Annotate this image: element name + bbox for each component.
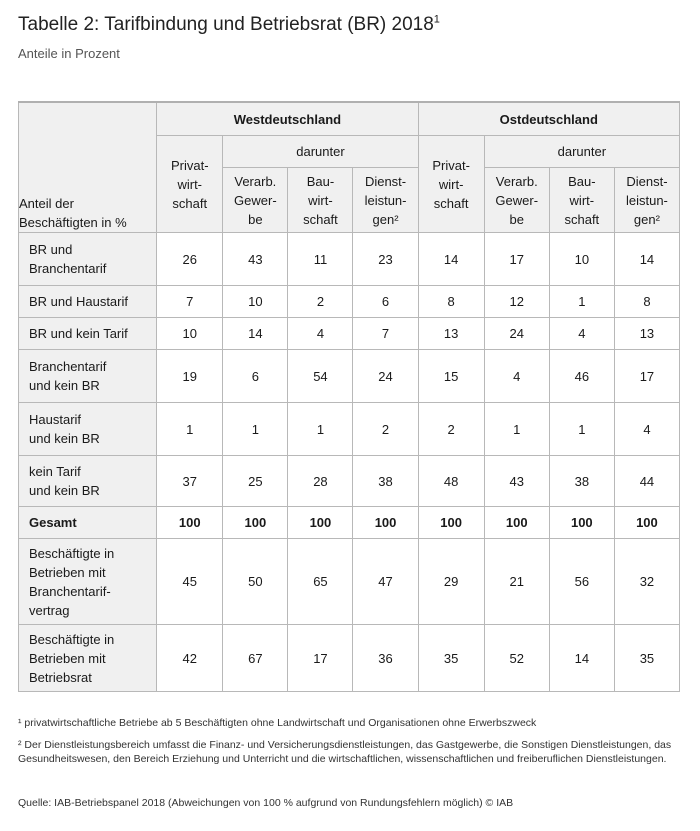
table-cell: 10 [549,233,614,286]
col-header-east-bau: Bau- wirt- schaft [549,168,614,233]
table-subtitle: Anteile in Prozent [18,46,120,61]
table-row [19,318,680,350]
table-cell: 10 [223,286,288,318]
darunter-east: darunter [484,136,679,168]
table-row [19,233,680,286]
table-cell: 100 [614,507,679,539]
group-header-west: Westdeutschland [157,102,418,136]
group-header-east: Ostdeutschland [418,102,679,136]
table-cell: 19 [157,350,223,403]
row-label: BR und Branchentarif [19,233,157,286]
table-cell: 47 [353,539,418,625]
table-cell: 17 [288,625,353,692]
table-row [19,456,680,507]
table-cell: 43 [484,456,549,507]
table-cell: 100 [157,507,223,539]
table-cell: 44 [614,456,679,507]
table-cell: 24 [484,318,549,350]
table-cell: 14 [418,233,484,286]
table-cell: 100 [484,507,549,539]
table-cell: 25 [223,456,288,507]
table-cell: 14 [614,233,679,286]
table-cell: 2 [418,403,484,456]
table-cell: 1 [157,403,223,456]
table-cell: 12 [484,286,549,318]
row-label: Beschäftigte in Betrieben mit Betriebsrat [19,625,157,692]
table-cell: 67 [223,625,288,692]
table-body [19,233,680,692]
col-header-east-verarb: Verarb. Gewer- be [484,168,549,233]
table-cell: 1 [549,403,614,456]
table-cell: 38 [549,456,614,507]
col-header-west-bau: Bau- wirt- schaft [288,168,353,233]
table-cell: 43 [223,233,288,286]
table-cell: 100 [223,507,288,539]
title-footnote-marker: 1 [433,13,440,26]
table-cell: 15 [418,350,484,403]
table-cell: 23 [353,233,418,286]
table-cell: 14 [549,625,614,692]
table-cell: 32 [614,539,679,625]
table-cell: 1 [288,403,353,456]
col-header-east-privat: Privat- wirt- schaft [418,136,484,233]
table-row [19,539,680,625]
table-cell: 8 [418,286,484,318]
table-cell: 2 [353,403,418,456]
row-label: Haustarif und kein BR [19,403,157,456]
table-row [19,350,680,403]
table-cell: 26 [157,233,223,286]
table-cell: 46 [549,350,614,403]
table-cell: 42 [157,625,223,692]
table-title [18,14,440,36]
table-cell: 8 [614,286,679,318]
col-header-west-dienst: Dienst- leistun- gen² [353,168,418,233]
table-cell: 38 [353,456,418,507]
data-table [18,101,680,692]
table-cell: 4 [288,318,353,350]
table-cell: 36 [353,625,418,692]
table-row [19,625,680,692]
table-row [19,507,680,539]
table-cell: 4 [484,350,549,403]
table-cell: 10 [157,318,223,350]
table-cell: 100 [288,507,353,539]
row-label: BR und kein Tarif [19,318,157,350]
table-cell: 29 [418,539,484,625]
table-cell: 17 [484,233,549,286]
col-header-east-dienst: Dienst- leistun- gen² [614,168,679,233]
table-cell: 100 [549,507,614,539]
table-cell: 17 [614,350,679,403]
table-cell: 54 [288,350,353,403]
table-cell: 6 [223,350,288,403]
table-title-text: Tabelle 2: Tarifbindung und Betriebsrat (BR) 2018 [18,14,434,35]
row-label: Gesamt [19,507,157,539]
table-cell: 37 [157,456,223,507]
row-label: BR und Haustarif [19,286,157,318]
table-cell: 45 [157,539,223,625]
row-label: Beschäftigte in Betrieben mit Branchentarif- vertrag [19,539,157,625]
table-cell: 14 [223,318,288,350]
row-header-label: Anteil der Beschäftigten in % [19,102,157,233]
table-cell: 48 [418,456,484,507]
row-label: kein Tarif und kein BR [19,456,157,507]
table-cell: 13 [614,318,679,350]
table-row [19,286,680,318]
table-cell: 100 [418,507,484,539]
table-cell: 6 [353,286,418,318]
table-cell: 35 [614,625,679,692]
table-cell: 100 [353,507,418,539]
footnote-1: ¹ privatwirtschaftliche Betriebe ab 5 Beschäftigten ohne Landwirtschaft und Organisationen ohne Erwerbszweck [18,717,537,729]
table-cell: 7 [157,286,223,318]
table-cell: 56 [549,539,614,625]
table-cell: 1 [484,403,549,456]
table-cell: 50 [223,539,288,625]
source-note: Quelle: IAB-Betriebspanel 2018 (Abweichungen von 100 % aufgrund von Rundungsfehlern möglich) © IAB [18,797,514,809]
table-cell: 52 [484,625,549,692]
table-cell: 21 [484,539,549,625]
table-cell: 7 [353,318,418,350]
darunter-west: darunter [223,136,418,168]
table-cell: 65 [288,539,353,625]
table-cell: 2 [288,286,353,318]
table-cell: 1 [549,286,614,318]
table-cell: 13 [418,318,484,350]
table-cell: 24 [353,350,418,403]
table-cell: 4 [614,403,679,456]
row-label: Branchentarif und kein BR [19,350,157,403]
col-header-west-privat: Privat- wirt- schaft [157,136,223,233]
col-header-west-verarb: Verarb. Gewer- be [223,168,288,233]
table-cell: 1 [223,403,288,456]
table-cell: 28 [288,456,353,507]
table-cell: 4 [549,318,614,350]
footnote-2: ² Der Dienstleistungsbereich umfasst die Finanz- und Versicherungsdienstleistungen, das Gastgewerbe, die Sonstigen Dienstleistungen, das Gesundheitswesen, den Bereich Erziehung und Unterricht und die wirtschaftlichen, wissenschaftlichen und freiberuflichen Dienstleistungen. [18,739,672,765]
table-cell: 35 [418,625,484,692]
table-row [19,403,680,456]
table-cell: 11 [288,233,353,286]
